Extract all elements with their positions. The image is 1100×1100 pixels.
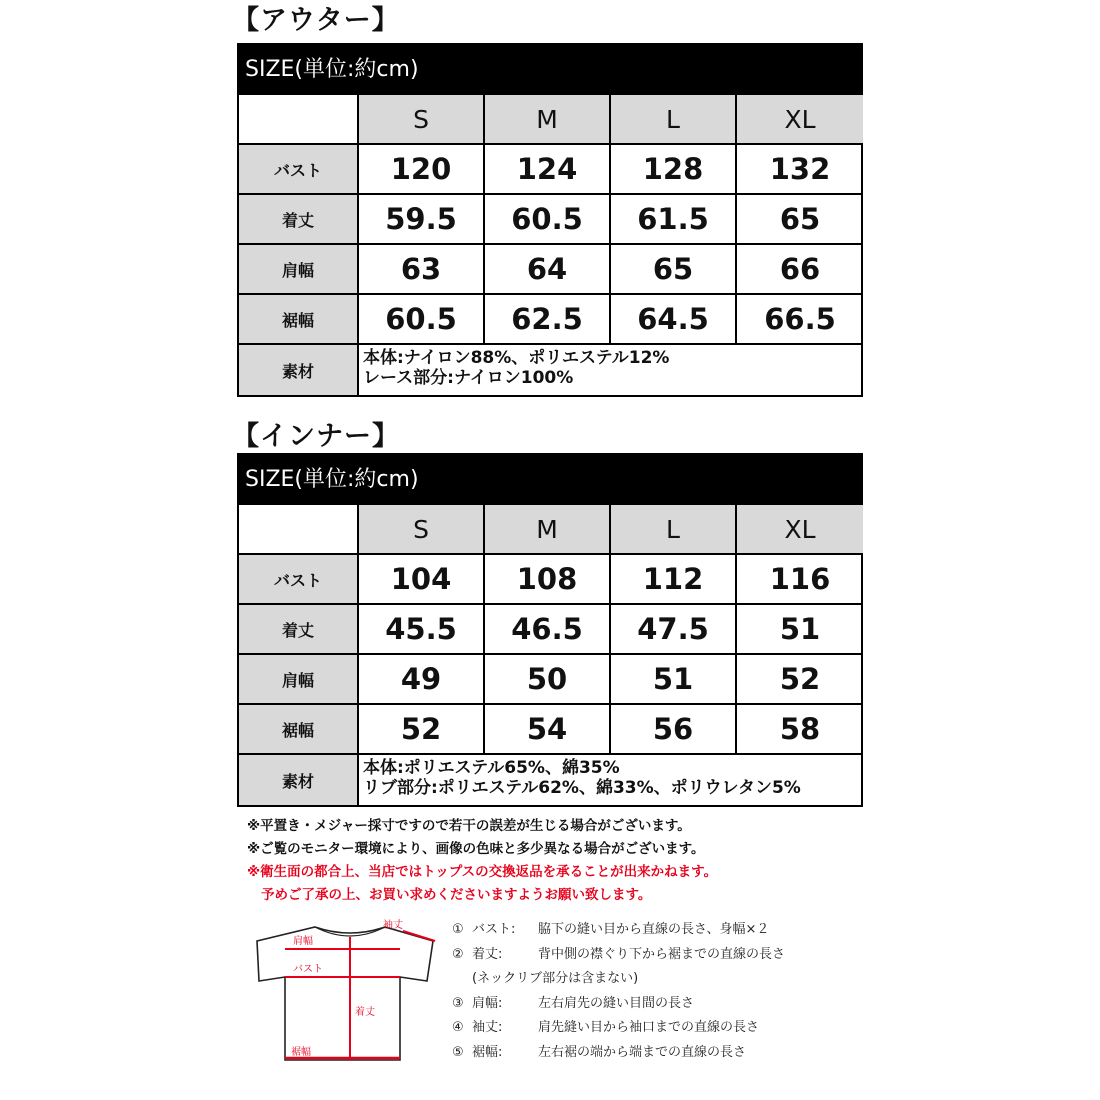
material-label: 素材 bbox=[239, 345, 359, 395]
legend-num bbox=[452, 967, 472, 992]
legend-num: ① bbox=[452, 922, 464, 937]
inner-material-row bbox=[239, 755, 861, 805]
value-cell: 124 bbox=[485, 145, 611, 195]
value-cell: 65 bbox=[737, 195, 863, 245]
value-cell: 104 bbox=[359, 555, 485, 605]
value-cell: 62.5 bbox=[485, 295, 611, 345]
inner-table-header: SIZE(単位:約cm) bbox=[239, 455, 861, 505]
legend-item bbox=[452, 1041, 785, 1066]
legend-desc: 左右裾の端から端までの直線の長さ bbox=[538, 1044, 747, 1060]
value-cell: 65 bbox=[611, 245, 737, 295]
outer-table-header: SIZE(単位:約cm) bbox=[239, 45, 861, 95]
row-label-hem: 裾幅 bbox=[239, 705, 359, 755]
value-cell: 51 bbox=[737, 605, 863, 655]
row-label-shoulder: 肩幅 bbox=[239, 655, 359, 705]
value-cell: 47.5 bbox=[611, 605, 737, 655]
material-text bbox=[359, 345, 865, 395]
note-measurement: ※平置き・メジャー採寸ですので若干の誤差が生じる場合がございます。 bbox=[247, 818, 691, 834]
shoulder-label: 肩幅 bbox=[293, 936, 313, 947]
measurement-legend bbox=[452, 918, 785, 1066]
tshirt-measurement-diagram bbox=[255, 915, 445, 1065]
material-line: レース部分:ナイロン100% bbox=[363, 368, 574, 388]
size-s: S bbox=[359, 95, 485, 145]
legend-item bbox=[452, 992, 785, 1017]
corner-cell bbox=[239, 505, 359, 555]
legend-num: ④ bbox=[452, 1020, 464, 1036]
size-m: M bbox=[485, 505, 611, 555]
material-label: 素材 bbox=[239, 755, 359, 805]
value-cell: 45.5 bbox=[359, 605, 485, 655]
value-cell: 108 bbox=[485, 555, 611, 605]
size-xl: XL bbox=[737, 95, 863, 145]
value-cell: 52 bbox=[359, 705, 485, 755]
row-label-bust: バスト bbox=[239, 145, 359, 195]
row-label-length: 着丈 bbox=[239, 605, 359, 655]
value-cell: 112 bbox=[611, 555, 737, 605]
legend-desc: 背中側の襟ぐり下から裾までの直線の長さ bbox=[538, 946, 786, 962]
outer-section-title: 【アウター】 bbox=[232, 5, 400, 36]
value-cell: 60.5 bbox=[359, 295, 485, 345]
size-m: M bbox=[485, 95, 611, 145]
note-acknowledge: 予めご了承の上、お買い求めくださいますようお願い致します。 bbox=[261, 887, 652, 903]
material-line: 本体:ポリエステル65%、綿35% bbox=[363, 758, 620, 778]
outer-size-grid bbox=[239, 95, 861, 345]
value-cell: 51 bbox=[611, 655, 737, 705]
value-cell: 66 bbox=[737, 245, 863, 295]
value-cell: 46.5 bbox=[485, 605, 611, 655]
note-return-policy: ※衛生面の都合上、当店ではトップスの交換返品を承ることが出来かねます。 bbox=[247, 864, 718, 880]
material-line: 本体:ナイロン88%、ポリエステル12% bbox=[363, 348, 670, 368]
value-cell: 61.5 bbox=[611, 195, 737, 245]
value-cell: 66.5 bbox=[737, 295, 863, 345]
bust-label: バスト bbox=[293, 964, 323, 975]
outer-material-row bbox=[239, 345, 861, 395]
note-monitor: ※ご覧のモニター環境により、画像の色味と多少異なる場合がございます。 bbox=[247, 841, 705, 857]
corner-cell bbox=[239, 95, 359, 145]
size-l: L bbox=[611, 95, 737, 145]
value-cell: 132 bbox=[737, 145, 863, 195]
size-s: S bbox=[359, 505, 485, 555]
legend-num: ③ bbox=[452, 995, 464, 1011]
legend-label: バスト: bbox=[472, 922, 516, 937]
legend-label: 袖丈: bbox=[472, 1020, 503, 1036]
value-cell: 59.5 bbox=[359, 195, 485, 245]
legend-desc: 肩先縫い目から袖口までの直線の長さ bbox=[538, 1020, 760, 1036]
row-label-shoulder: 肩幅 bbox=[239, 245, 359, 295]
inner-size-table bbox=[237, 453, 863, 807]
value-cell: 63 bbox=[359, 245, 485, 295]
material-line: リブ部分:ポリエステル62%、綿33%、ポリウレタン5% bbox=[363, 778, 801, 798]
sleeve-label: 袖丈 bbox=[383, 920, 403, 931]
legend-num: ⑤ bbox=[452, 1044, 464, 1060]
inner-section-title: 【インナー】 bbox=[232, 421, 400, 452]
value-cell: 49 bbox=[359, 655, 485, 705]
legend-item bbox=[452, 967, 785, 992]
legend-num: ② bbox=[452, 946, 464, 962]
notes-block bbox=[247, 815, 717, 907]
legend-item bbox=[452, 918, 785, 943]
row-label-length: 着丈 bbox=[239, 195, 359, 245]
legend-label: 肩幅: bbox=[472, 995, 503, 1011]
inner-size-grid bbox=[239, 505, 861, 755]
value-cell: 116 bbox=[737, 555, 863, 605]
value-cell: 64.5 bbox=[611, 295, 737, 345]
value-cell: 52 bbox=[737, 655, 863, 705]
value-cell: 50 bbox=[485, 655, 611, 705]
legend-item bbox=[452, 1016, 785, 1041]
value-cell: 128 bbox=[611, 145, 737, 195]
legend-desc: (ネックリブ部分は含まない) bbox=[472, 971, 639, 987]
outer-size-table bbox=[237, 43, 863, 397]
hem-label: 裾幅 bbox=[291, 1047, 311, 1058]
size-xl: XL bbox=[737, 505, 863, 555]
tshirt-outline bbox=[257, 927, 433, 1060]
legend-desc: 左右肩先の縫い目間の長さ bbox=[538, 995, 695, 1011]
legend-label: 着丈: bbox=[472, 946, 503, 962]
length-label: 着丈 bbox=[355, 1007, 375, 1018]
value-cell: 54 bbox=[485, 705, 611, 755]
legend-desc: 脇下の縫い目から直線の長さ、身幅×２ bbox=[538, 922, 770, 937]
value-cell: 56 bbox=[611, 705, 737, 755]
material-text bbox=[359, 755, 865, 805]
legend-label: 裾幅: bbox=[472, 1044, 503, 1060]
legend-item bbox=[452, 943, 785, 968]
value-cell: 58 bbox=[737, 705, 863, 755]
value-cell: 64 bbox=[485, 245, 611, 295]
row-label-hem: 裾幅 bbox=[239, 295, 359, 345]
size-l: L bbox=[611, 505, 737, 555]
value-cell: 60.5 bbox=[485, 195, 611, 245]
value-cell: 120 bbox=[359, 145, 485, 195]
row-label-bust: バスト bbox=[239, 555, 359, 605]
